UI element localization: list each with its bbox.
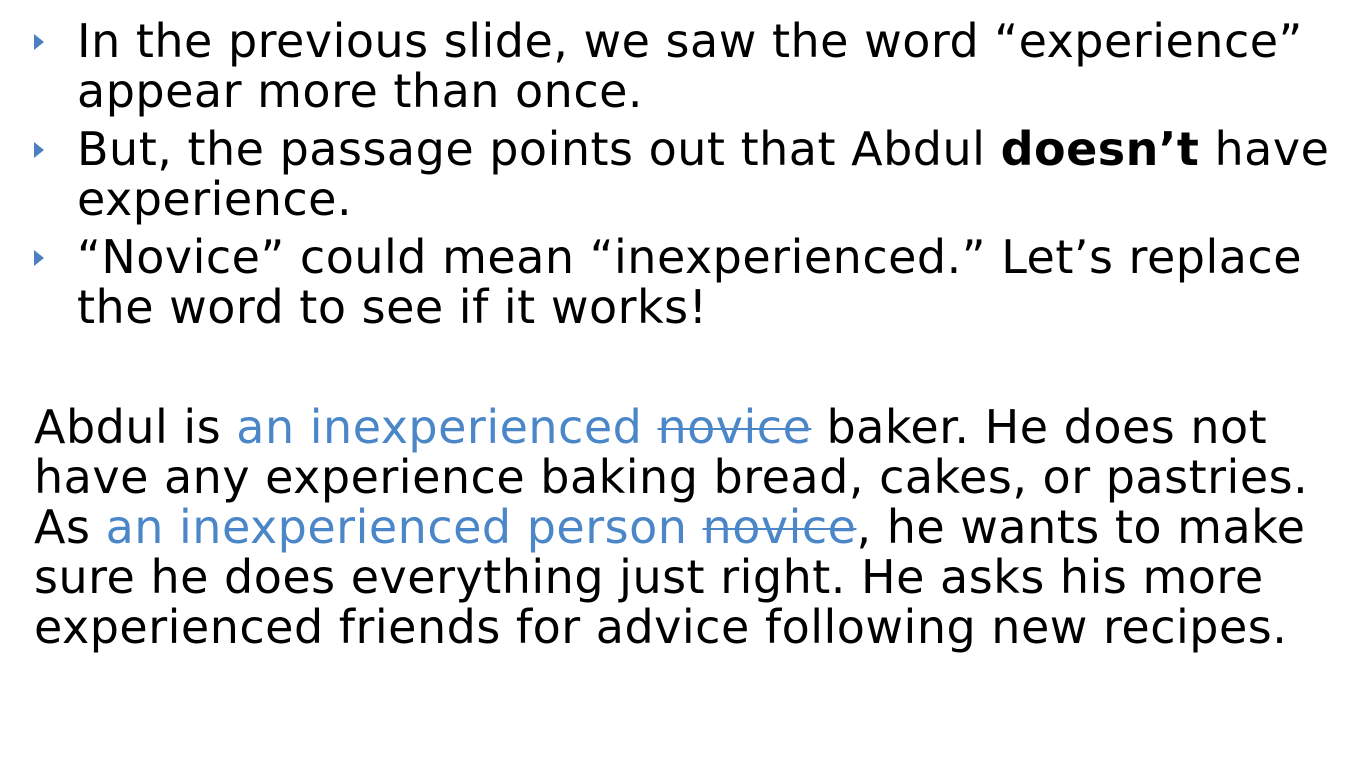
bullet-item [34,124,1334,224]
bullet-text: But, the passage points out that Abdul [77,122,1001,176]
bullet-bold-text: doesn’t [1000,122,1200,176]
inserted-phrase: an inexperienced [236,400,643,454]
passage-space [687,500,702,554]
passage-text: Abdul is [34,400,237,454]
passage-space [642,400,657,454]
bullet-text: “Novice” could mean “inexperienced.” Let’s replace the word to see if it works! [77,230,1303,334]
bullet-text: have experience. [77,122,1330,226]
struck-word: novice [702,500,857,554]
passage [34,402,1334,652]
bullet-text: In the previous slide, we saw the word “experience” appear more than once. [77,14,1303,118]
bullet-item [34,16,1334,116]
bullet-arrow-icon [34,34,44,50]
bullet-arrow-icon [34,142,44,158]
passage-text: baker. He does not have any experience baking bread, cakes, or pastries. As [34,400,1309,554]
passage-text: , he wants to make sure he does everything just right. He asks his more experienced friends for advice following new recipes. [34,500,1306,654]
bullet-list [34,16,1334,340]
struck-word: novice [657,400,812,454]
inserted-phrase: an inexperienced person [105,500,688,554]
bullet-item [34,232,1334,332]
bullet-arrow-icon [34,250,44,266]
